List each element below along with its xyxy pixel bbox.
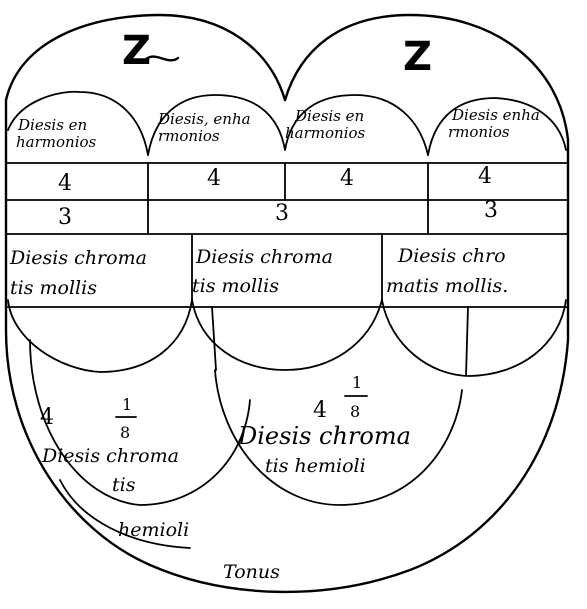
three-1: 3 <box>58 205 72 230</box>
hemioli-right-line2: tis hemioli <box>265 455 366 477</box>
enharmonic-label-2-line1: Diesis, enha <box>158 110 251 128</box>
hemioli-right-frac-num: 1 <box>352 373 363 392</box>
enharmonic-label-1-line1: Diesis en <box>18 116 88 134</box>
hemioli-left-line3: hemioli <box>118 519 190 541</box>
enharmonic-label-3-line2: harmonios <box>285 124 366 142</box>
hemioli-right-line1: Diesis chroma <box>238 422 411 450</box>
tonus-label: Tonus <box>223 561 280 583</box>
enharmonic-label-2-line2: rmonios <box>158 127 220 145</box>
hemioli-left-line1: Diesis chroma <box>42 445 179 467</box>
enharmonic-label-4-line1: Diesis enha <box>452 106 540 124</box>
mollis-label-1-line2: tis mollis <box>10 277 97 299</box>
hemioli-right-number: 4 <box>313 398 327 423</box>
four-3: 4 <box>340 166 354 191</box>
hemioli-left-frac-den: 8 <box>120 423 131 442</box>
hemioli-left-line2: tis <box>112 474 136 496</box>
mollis-label-3-line2: matis mollis. <box>386 275 509 297</box>
four-1: 4 <box>58 171 72 196</box>
enharmonic-label-4-line2: rmonios <box>448 123 510 141</box>
mollis-label-1-line1: Diesis chroma <box>10 247 147 269</box>
hemioli-right-frac-den: 8 <box>350 402 361 421</box>
mollis-label-3-line1: Diesis chro <box>398 245 506 267</box>
mollis-label-2-line2: tis mollis <box>192 275 279 297</box>
four-4: 4 <box>478 164 492 189</box>
z-symbol-left: Z <box>122 28 152 74</box>
hemioli-left-frac-num: 1 <box>122 395 133 414</box>
z-symbol-right: Z <box>403 34 433 80</box>
three-3: 3 <box>484 198 498 223</box>
three-2: 3 <box>275 201 289 226</box>
mollis-tick-1 <box>212 307 216 370</box>
hemioli-left-number: 4 <box>40 405 54 430</box>
enharmonic-label-3-line1: Diesis en <box>295 107 365 125</box>
four-2: 4 <box>207 166 221 191</box>
mollis-label-2-line1: Diesis chroma <box>196 246 333 268</box>
enharmonic-label-1-line2: harmonios <box>16 133 97 151</box>
mollis-tick-2 <box>466 307 468 376</box>
mollis-arc-3 <box>382 300 566 376</box>
